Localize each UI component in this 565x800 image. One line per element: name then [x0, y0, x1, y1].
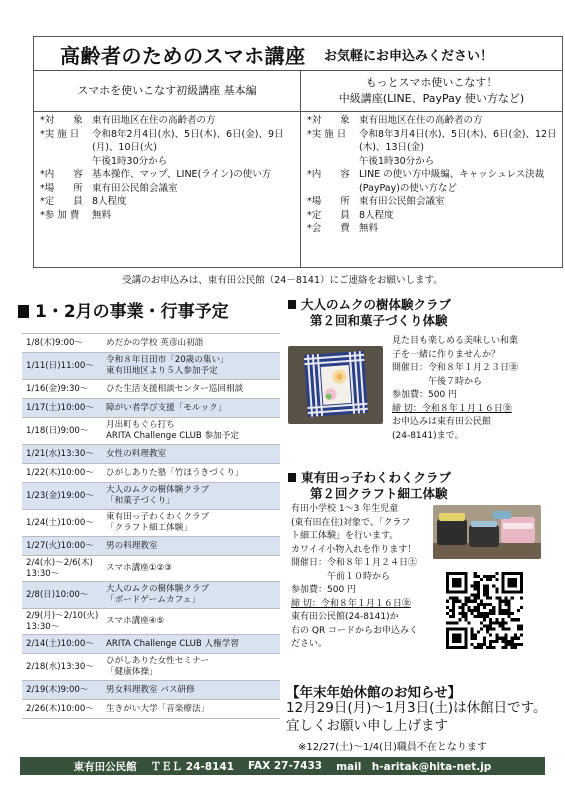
schedule-event: 生きがい大学「音楽療法」 — [106, 703, 210, 714]
schedule-event: ひがしありた女性セミナー 「健康体操」 — [106, 656, 210, 677]
schedule-event: 女性の料理教室 — [106, 448, 167, 459]
basic-course-heading — [34, 70, 300, 112]
schedule-row — [22, 380, 280, 399]
schedule-event: ひがしありた塾「竹ほうきづくり」 — [106, 467, 244, 478]
craft-detail-line: 参加費：500 円 — [291, 585, 357, 595]
craft-detail-line: 午前１０時から — [291, 571, 391, 582]
footer-fax: FAX 27-7433 — [248, 760, 323, 772]
wagashi-detail-line: お申込みは東有田公民館 — [392, 417, 492, 427]
schedule-event: 男女料理教室 バス研修 — [106, 684, 195, 695]
course-detail-label: *内 容 — [40, 169, 83, 180]
square-bullet-icon — [18, 305, 29, 318]
course-detail-row — [307, 114, 559, 128]
schedule-event: 東有田っ子わくわくクラブ 「クラフト細工体験」 — [106, 512, 210, 533]
craft-detail-line: 有田小学校 1～3 年生児童 — [291, 504, 399, 514]
course-detail-row — [307, 209, 559, 223]
course-subtitle: お気軽にお申込みください！ — [324, 49, 494, 64]
craft-title-line2: 第２回クラフト細工体験 — [310, 486, 448, 501]
middle-course-heading-line1: もっとスマホ使いこなす！ — [365, 75, 498, 89]
schedule-row — [22, 483, 280, 510]
course-detail-row — [307, 168, 559, 195]
schedule-event: 男の料理教室 — [106, 540, 158, 551]
schedule-date: 1/17(土)10:00～ — [26, 402, 94, 413]
craft-detail-line: 開催日：令和８年１月２４日㊏ — [291, 558, 418, 568]
craft-heading — [288, 470, 558, 502]
schedule-date: 2/18(水)13:30～ — [26, 661, 94, 672]
course-detail-value: 無料 — [359, 223, 379, 234]
schedule-date: 1/24(土)10:00～ — [26, 517, 94, 528]
course-detail-label: *定 員 — [40, 196, 83, 207]
schedule-date: 2/14(土)10:00～ — [26, 638, 94, 649]
schedule-table — [22, 333, 280, 719]
schedule-row — [22, 464, 280, 483]
schedule-date: 1/8(木)9:00～ — [26, 337, 84, 348]
course-detail-value: 東有田地区在住の高齢者の方 — [359, 115, 483, 126]
schedule-date: 1/22(木)10:00～ — [26, 467, 94, 478]
schedule-event: ひた生活支援相談センター巡回相談 — [106, 383, 244, 394]
course-detail-row — [40, 209, 296, 223]
qr-code[interactable] — [446, 572, 523, 649]
schedule-event: 障がい者学び支援「モルック」 — [106, 402, 227, 413]
wagashi-detail-line: 参加費：500 円 — [392, 390, 458, 400]
course-detail-row — [40, 114, 296, 128]
course-detail-label: *定 員 — [307, 209, 350, 221]
notice-title: 【年末年始休館のお知らせ】 — [286, 685, 462, 701]
craft-detail-line: カワイイ小物入れを作ります！ — [291, 544, 417, 555]
schedule-date: 1/27(火)10:00～ — [26, 540, 94, 551]
wagashi-detail-line: 締 切：令和８年１月１６日㊎ — [392, 403, 512, 414]
course-detail-label: *場 所 — [40, 182, 83, 194]
schedule-event: スマホ講座④⑤ — [106, 616, 165, 626]
craft-detail-line: 東有田公民館(24-8141)か — [291, 612, 399, 622]
course-detail-label: *対 象 — [307, 115, 350, 126]
course-detail-value: 基本操作、マップ、LINE(ライン)の使い方 — [92, 169, 272, 180]
column-divider — [300, 70, 301, 267]
course-detail-value: 令和8年2月4日(水)、5日(木)、6日(金)、9日(月)、10日(火) 午後1時30分から — [92, 128, 284, 167]
course-detail-label: *参 加 費 — [40, 209, 80, 221]
notice-staff-absence: ※12/27(土)～1/4(日)職員不在となります — [298, 742, 487, 753]
basic-course-details — [40, 114, 296, 222]
schedule-row — [22, 681, 280, 700]
schedule-row — [22, 353, 280, 380]
schedule-title-text: 1・2月の事業・行事予定 — [35, 302, 229, 322]
notice-body: 12月29日(月)～1月3日(土)は休館日です。宜しくお願い申し上げます — [286, 700, 547, 734]
course-detail-row — [307, 195, 559, 209]
wagashi-photo — [288, 346, 383, 424]
schedule-date: 1/23(金)19:00～ — [26, 490, 94, 501]
wagashi-detail-line: 午後７時から — [392, 376, 483, 387]
schedule-row — [22, 635, 280, 654]
schedule-date: 2/8(日)10:00～ — [26, 589, 89, 600]
wagashi-title-line1: 大人のムクの樹体験クラブ — [301, 297, 452, 312]
footer-bar — [20, 757, 545, 775]
course-detail-row — [40, 182, 296, 196]
craft-detail-line: 締 切：令和８年１月１６日㊎ — [291, 598, 411, 609]
footer-tel: ＴＥＬ 24-8141 — [150, 760, 235, 773]
wagashi-detail-line: 見た目も楽しめる美味しい和菓 — [392, 336, 519, 346]
schedule-row — [22, 556, 280, 582]
course-detail-row — [40, 168, 296, 182]
schedule-date: 2/19(木)9:00～ — [26, 684, 89, 695]
schedule-row — [22, 445, 280, 464]
schedule-date: 1/16(金)9:30～ — [26, 383, 89, 394]
course-detail-value: 東有田公民館会議室 — [92, 182, 178, 194]
schedule-date: 2/4(水)～2/6(木) 13:30～ — [26, 557, 93, 579]
schedule-date: 1/11(日)11:00～ — [26, 360, 94, 371]
schedule-event: スマホ講座①②③ — [106, 563, 172, 573]
wagashi-detail-line: 子を一緒に作りませんか？ — [392, 349, 501, 360]
schedule-row — [22, 700, 280, 719]
middle-course-details — [307, 114, 559, 236]
footer-name: 東有田公民館 — [73, 760, 137, 773]
schedule-row — [22, 582, 280, 609]
course-detail-label: *実 施 日 — [307, 128, 347, 140]
course-detail-row — [40, 195, 296, 209]
course-detail-label: *場 所 — [307, 196, 350, 207]
middle-course-heading — [301, 70, 562, 112]
wagashi-heading — [288, 297, 558, 329]
schedule-date: 1/18(日)9:00～ — [26, 425, 89, 436]
wagashi-details — [392, 335, 562, 443]
schedule-row — [22, 510, 280, 537]
schedule-date: 2/26(木)10:00～ — [26, 703, 94, 714]
schedule-row — [22, 654, 280, 681]
schedule-row — [22, 537, 280, 556]
schedule-title — [18, 297, 229, 322]
schedule-event: 令和８年日田市「20歳の集い」 東有田地区より５人参加予定 — [106, 355, 229, 376]
craft-details — [291, 503, 441, 652]
square-bullet-icon — [288, 300, 296, 309]
schedule-row — [22, 334, 280, 353]
schedule-event: 月出町もぐら打ち ARITA Challenge CLUB 参加予定 — [106, 420, 239, 441]
schedule-date: 1/21(水)13:30～ — [26, 448, 94, 459]
wagashi-detail-line: (24-8141)まで。 — [392, 430, 464, 441]
course-title-bar — [34, 37, 562, 71]
craft-detail-line: (東有田在住)対象で、「クラフ — [291, 517, 411, 528]
course-detail-value: 令和8年3月4日(水)、5日(木)、6日(金)、12日(木)、13日(金) 午後1時30分から — [359, 128, 557, 167]
course-detail-label: *実 施 日 — [40, 128, 80, 140]
footer-mail[interactable]: mail h-aritak@hita-net.jp — [336, 760, 492, 773]
schedule-event: 大人のムクの樹体験クラブ 「和菓子づくり」 — [106, 485, 210, 506]
course-detail-row — [307, 128, 559, 169]
course-detail-value: 東有田公民館会議室 — [359, 196, 445, 207]
course-detail-value: LINE の使い方中級編、キャッシュレス決裁(PayPay)の使い方など — [359, 169, 545, 194]
course-detail-value: 東有田地区在住の高齢者の方 — [92, 115, 216, 126]
course-detail-label: *対 象 — [40, 115, 83, 126]
schedule-row — [22, 418, 280, 445]
craft-photo — [433, 505, 541, 559]
schedule-event: 大人のムクの樹体験クラブ 「ボードゲームカフェ」 — [106, 584, 210, 605]
course-detail-row — [307, 222, 559, 236]
course-title: 高齢者のためのスマホ講座 — [60, 44, 306, 68]
schedule-row — [22, 609, 280, 635]
middle-course-heading-line2: 中級講座(LINE、PayPay 使い方など) — [338, 91, 525, 105]
craft-title-line1: 東有田っ子わくわくクラブ — [301, 470, 452, 485]
schedule-date: 2/9(月)～2/10(火) 13:30～ — [26, 610, 99, 632]
schedule-event: めだかの学校 英彦山初詣 — [106, 337, 204, 348]
apply-note: 受講のお申込みは、東有田公民館（24－8141）にご連絡をお願いします。 — [122, 275, 443, 286]
schedule-row — [22, 399, 280, 418]
course-detail-label: *会 費 — [307, 223, 350, 234]
course-detail-value: 8人程度 — [92, 196, 127, 207]
square-bullet-icon — [288, 473, 296, 482]
craft-detail-line: ト細工体験」を行います。 — [291, 531, 399, 541]
course-box — [33, 36, 563, 268]
course-detail-row — [40, 128, 296, 169]
course-detail-value: 8人程度 — [359, 209, 394, 221]
craft-detail-line: ださい。 — [291, 639, 328, 649]
course-detail-label: *内 容 — [307, 169, 350, 180]
craft-detail-line: 右の QR コードからお申込みく — [291, 625, 419, 636]
wagashi-detail-line: 開催日：令和８年１月２３日㊎ — [392, 363, 519, 373]
schedule-event: ARITA Challenge CLUB 人権学習 — [106, 638, 239, 649]
course-detail-value: 無料 — [92, 209, 112, 221]
wagashi-title-line2: 第２回和菓子づくり体験 — [310, 313, 448, 328]
basic-course-heading-text: スマホを使いこなす初級講座 基本編 — [77, 83, 257, 97]
